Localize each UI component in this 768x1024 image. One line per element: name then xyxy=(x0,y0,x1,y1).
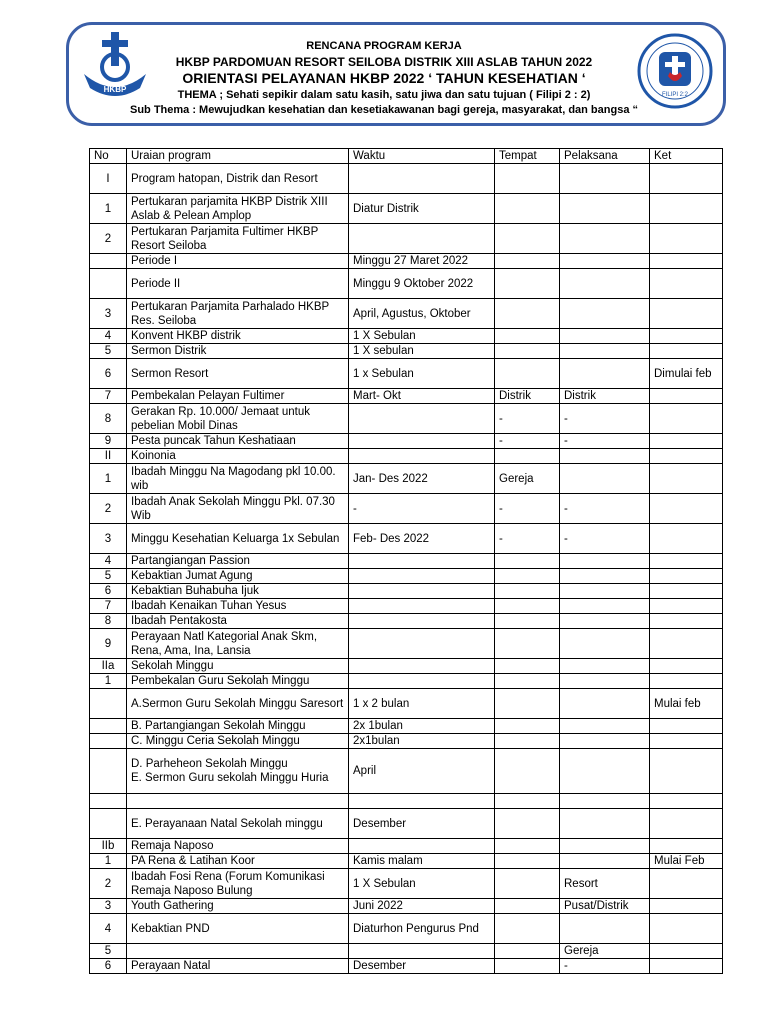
row-ket: Mulai feb xyxy=(650,689,723,719)
row-uraian: Ibadah Anak Sekolah Minggu Pkl. 07.30 Wib xyxy=(127,494,349,524)
row-no: 6 xyxy=(90,959,127,974)
row-pelaksana xyxy=(560,599,650,614)
table-row xyxy=(90,689,723,719)
row-ket xyxy=(650,899,723,914)
row-waktu xyxy=(349,674,495,689)
row-ket xyxy=(650,869,723,899)
row-waktu xyxy=(349,404,495,434)
row-ket xyxy=(650,269,723,299)
row-waktu: Desember xyxy=(349,809,495,839)
row-no: 3 xyxy=(90,524,127,554)
row-uraian: Sermon Resort xyxy=(127,359,349,389)
row-waktu: Minggu 27 Maret 2022 xyxy=(349,254,495,269)
row-no: I xyxy=(90,164,127,194)
table-row xyxy=(90,164,723,194)
row-waktu: 1 X Sebulan xyxy=(349,869,495,899)
row-ket xyxy=(650,404,723,434)
row-no xyxy=(90,809,127,839)
row-pelaksana xyxy=(560,584,650,599)
row-waktu: Feb- Des 2022 xyxy=(349,524,495,554)
row-uraian: Ibadah Kenaikan Tuhan Yesus xyxy=(127,599,349,614)
table-row xyxy=(90,869,723,899)
row-ket xyxy=(650,254,723,269)
row-ket: Mulai Feb xyxy=(650,854,723,869)
row-tempat: - xyxy=(495,434,560,449)
row-tempat xyxy=(495,224,560,254)
table-row xyxy=(90,344,723,359)
row-tempat xyxy=(495,194,560,224)
row-waktu: April, Agustus, Oktober xyxy=(349,299,495,329)
row-tempat xyxy=(495,599,560,614)
row-tempat xyxy=(495,944,560,959)
row-uraian: Periode II xyxy=(127,269,349,299)
row-tempat xyxy=(495,344,560,359)
col-header-tempat: Tempat xyxy=(495,149,560,164)
table-row xyxy=(90,329,723,344)
row-no: 3 xyxy=(90,899,127,914)
row-uraian: Pertukaran parjamita HKBP Distrik XIII Aslab & Pelean Amplop xyxy=(127,194,349,224)
row-pelaksana xyxy=(560,359,650,389)
row-no xyxy=(90,749,127,794)
table-row xyxy=(90,389,723,404)
row-no: IIa xyxy=(90,659,127,674)
row-ket xyxy=(650,164,723,194)
row-tempat xyxy=(495,854,560,869)
table-row xyxy=(90,464,723,494)
row-no: 9 xyxy=(90,629,127,659)
row-ket xyxy=(650,524,723,554)
table-row xyxy=(90,299,723,329)
row-waktu xyxy=(349,569,495,584)
row-pelaksana xyxy=(560,164,650,194)
row-tempat: - xyxy=(495,524,560,554)
row-tempat xyxy=(495,629,560,659)
row-pelaksana xyxy=(560,554,650,569)
row-ket xyxy=(650,554,723,569)
row-tempat xyxy=(495,329,560,344)
row-tempat: - xyxy=(495,404,560,434)
row-waktu xyxy=(349,659,495,674)
row-waktu: 2x1bulan xyxy=(349,734,495,749)
row-uraian: D. Parheheon Sekolah Minggu E. Sermon Guru sekolah Minggu Huria xyxy=(127,749,349,794)
logo-left-text: HKBP xyxy=(103,85,127,94)
table-row xyxy=(90,659,723,674)
program-table xyxy=(89,148,723,974)
row-tempat xyxy=(495,794,560,809)
table-row xyxy=(90,224,723,254)
row-ket xyxy=(650,749,723,794)
table-row xyxy=(90,959,723,974)
table-row xyxy=(90,524,723,554)
row-waktu xyxy=(349,839,495,854)
row-tempat xyxy=(495,689,560,719)
row-ket xyxy=(650,809,723,839)
row-no: 8 xyxy=(90,614,127,629)
row-ket xyxy=(650,944,723,959)
table-row xyxy=(90,719,723,734)
row-uraian: Pesta puncak Tahun Keshatiaan xyxy=(127,434,349,449)
row-pelaksana xyxy=(560,569,650,584)
row-uraian: Program hatopan, Distrik dan Resort xyxy=(127,164,349,194)
row-ket xyxy=(650,464,723,494)
row-tempat xyxy=(495,614,560,629)
row-no: 4 xyxy=(90,914,127,944)
row-pelaksana xyxy=(560,719,650,734)
row-ket xyxy=(650,389,723,404)
row-no: 9 xyxy=(90,434,127,449)
row-tempat xyxy=(495,734,560,749)
row-uraian: Ibadah Fosi Rena (Forum Komunikasi Remaja Naposo Bulung xyxy=(127,869,349,899)
row-waktu xyxy=(349,614,495,629)
col-header-waktu: Waktu xyxy=(349,149,495,164)
row-no xyxy=(90,689,127,719)
row-tempat xyxy=(495,719,560,734)
table-row xyxy=(90,794,723,809)
row-uraian: Ibadah Pentakosta xyxy=(127,614,349,629)
table-row xyxy=(90,749,723,794)
table-row xyxy=(90,914,723,944)
row-tempat xyxy=(495,449,560,464)
row-tempat xyxy=(495,164,560,194)
row-no: IIb xyxy=(90,839,127,854)
row-ket xyxy=(650,494,723,524)
row-ket xyxy=(650,329,723,344)
row-ket xyxy=(650,299,723,329)
row-ket xyxy=(650,224,723,254)
row-pelaksana xyxy=(560,689,650,719)
row-uraian: Perayaan Natl Kategorial Anak Skm, Rena, Ama, Ina, Lansia xyxy=(127,629,349,659)
row-waktu xyxy=(349,794,495,809)
table-row xyxy=(90,254,723,269)
row-no xyxy=(90,269,127,299)
row-no: 5 xyxy=(90,344,127,359)
row-waktu: Diaturhon Pengurus Pnd xyxy=(349,914,495,944)
table-row xyxy=(90,359,723,389)
row-no: 5 xyxy=(90,944,127,959)
row-tempat xyxy=(495,359,560,389)
row-waktu: 2x 1bulan xyxy=(349,719,495,734)
row-waktu: Diatur Distrik xyxy=(349,194,495,224)
row-pelaksana xyxy=(560,914,650,944)
table-row xyxy=(90,404,723,434)
row-uraian: PA Rena & Latihan Koor xyxy=(127,854,349,869)
row-no: 7 xyxy=(90,389,127,404)
row-ket xyxy=(650,839,723,854)
row-no xyxy=(90,734,127,749)
row-uraian: Gerakan Rp. 10.000/ Jemaat untuk pebelian Mobil Dinas xyxy=(127,404,349,434)
row-tempat xyxy=(495,809,560,839)
row-no: 6 xyxy=(90,584,127,599)
row-ket xyxy=(650,914,723,944)
row-pelaksana xyxy=(560,749,650,794)
row-no: 4 xyxy=(90,554,127,569)
row-pelaksana: - xyxy=(560,524,650,554)
row-tempat xyxy=(495,749,560,794)
row-tempat xyxy=(495,869,560,899)
table-row xyxy=(90,809,723,839)
row-tempat xyxy=(495,269,560,299)
table-header-row xyxy=(90,149,723,164)
church-title: HKBP PARDOMUAN RESORT SEILOBA DISTRIK XIII ASLAB TAHUN 2022 xyxy=(175,55,593,69)
row-pelaksana xyxy=(560,659,650,674)
row-waktu xyxy=(349,449,495,464)
row-no: II xyxy=(90,449,127,464)
table-row xyxy=(90,629,723,659)
row-uraian: Pembekalan Pelayan Fultimer xyxy=(127,389,349,404)
row-waktu: 1 X sebulan xyxy=(349,344,495,359)
row-tempat xyxy=(495,839,560,854)
row-no: 2 xyxy=(90,494,127,524)
row-waktu: - xyxy=(349,494,495,524)
row-no: 8 xyxy=(90,404,127,434)
row-waktu: Juni 2022 xyxy=(349,899,495,914)
table-row xyxy=(90,854,723,869)
col-header-pelaksana: Pelaksana xyxy=(560,149,650,164)
row-tempat: Distrik xyxy=(495,389,560,404)
row-tempat xyxy=(495,674,560,689)
row-pelaksana xyxy=(560,254,650,269)
row-pelaksana xyxy=(560,614,650,629)
row-pelaksana xyxy=(560,194,650,224)
row-ket xyxy=(650,344,723,359)
row-waktu: Minggu 9 Oktober 2022 xyxy=(349,269,495,299)
row-ket xyxy=(650,194,723,224)
col-header-uraian: Uraian program xyxy=(127,149,349,164)
row-no: 6 xyxy=(90,359,127,389)
row-tempat xyxy=(495,554,560,569)
table-row xyxy=(90,554,723,569)
row-uraian: Partangiangan Passion xyxy=(127,554,349,569)
col-header-ket: Ket xyxy=(650,149,723,164)
row-pelaksana: - xyxy=(560,434,650,449)
row-waktu xyxy=(349,599,495,614)
row-no xyxy=(90,794,127,809)
table-row xyxy=(90,614,723,629)
row-waktu: Desember xyxy=(349,959,495,974)
row-pelaksana xyxy=(560,464,650,494)
row-ket xyxy=(650,794,723,809)
theme-line: THEMA ; Sehati sepikir dalam satu kasih, satu jiwa dan satu tujuan ( Filipi 2 : 2) xyxy=(177,89,591,101)
table-row xyxy=(90,194,723,224)
row-ket xyxy=(650,449,723,464)
row-no: 5 xyxy=(90,569,127,584)
row-pelaksana xyxy=(560,629,650,659)
row-uraian: Minggu Kesehatian Keluarga 1x Sebulan xyxy=(127,524,349,554)
row-tempat xyxy=(495,959,560,974)
row-waktu: 1 x 2 bulan xyxy=(349,689,495,719)
orientation-title: ORIENTASI PELAYANAN HKBP 2022 ‘ TAHUN KESEHATIAN ‘ xyxy=(182,70,586,86)
table-row xyxy=(90,674,723,689)
row-no xyxy=(90,719,127,734)
table-row xyxy=(90,839,723,854)
row-pelaksana xyxy=(560,854,650,869)
row-no: 1 xyxy=(90,464,127,494)
table-row xyxy=(90,734,723,749)
row-uraian: Pertukaran Parjamita Parhalado HKBP Res. Seiloba xyxy=(127,299,349,329)
row-waktu: 1 X Sebulan xyxy=(349,329,495,344)
row-waktu: Mart- Okt xyxy=(349,389,495,404)
row-ket: Dimulai feb xyxy=(650,359,723,389)
row-uraian: Kebaktian Jumat Agung xyxy=(127,569,349,584)
row-waktu: 1 x Sebulan xyxy=(349,359,495,389)
row-no: 1 xyxy=(90,194,127,224)
row-tempat xyxy=(495,659,560,674)
row-no: 2 xyxy=(90,869,127,899)
row-pelaksana xyxy=(560,809,650,839)
row-ket xyxy=(650,674,723,689)
row-pelaksana xyxy=(560,224,650,254)
col-header-no: No xyxy=(90,149,127,164)
row-waktu xyxy=(349,629,495,659)
row-uraian xyxy=(127,944,349,959)
row-ket xyxy=(650,599,723,614)
row-uraian xyxy=(127,794,349,809)
row-pelaksana xyxy=(560,839,650,854)
row-tempat xyxy=(495,914,560,944)
row-pelaksana xyxy=(560,794,650,809)
row-pelaksana xyxy=(560,269,650,299)
row-uraian: E. Perayanaan Natal Sekolah minggu xyxy=(127,809,349,839)
row-ket xyxy=(650,719,723,734)
row-no: 2 xyxy=(90,224,127,254)
row-tempat xyxy=(495,254,560,269)
table-row xyxy=(90,584,723,599)
row-no: 1 xyxy=(90,674,127,689)
row-uraian: Pertukaran Parjamita Fultimer HKBP Resort Seiloba xyxy=(127,224,349,254)
row-ket xyxy=(650,584,723,599)
table-row xyxy=(90,599,723,614)
row-uraian: Sekolah Minggu xyxy=(127,659,349,674)
table-row xyxy=(90,269,723,299)
row-waktu xyxy=(349,554,495,569)
row-waktu: Kamis malam xyxy=(349,854,495,869)
row-waktu xyxy=(349,584,495,599)
logo-right-text: FILIPI 2:2 xyxy=(661,92,689,98)
row-pelaksana: Pusat/Distrik xyxy=(560,899,650,914)
row-tempat: - xyxy=(495,494,560,524)
row-uraian: Konvent HKBP distrik xyxy=(127,329,349,344)
row-waktu xyxy=(349,224,495,254)
row-pelaksana xyxy=(560,329,650,344)
row-uraian: Koinonia xyxy=(127,449,349,464)
row-waktu xyxy=(349,434,495,449)
row-ket xyxy=(650,434,723,449)
row-uraian: Sermon Distrik xyxy=(127,344,349,359)
row-no: 4 xyxy=(90,329,127,344)
row-pelaksana: - xyxy=(560,404,650,434)
row-pelaksana xyxy=(560,344,650,359)
row-waktu xyxy=(349,944,495,959)
row-waktu xyxy=(349,164,495,194)
row-tempat xyxy=(495,299,560,329)
row-pelaksana: Distrik xyxy=(560,389,650,404)
row-uraian: Kebaktian PND xyxy=(127,914,349,944)
row-pelaksana: Resort xyxy=(560,869,650,899)
row-tempat xyxy=(495,569,560,584)
row-no: 1 xyxy=(90,854,127,869)
table-row xyxy=(90,449,723,464)
row-uraian: Remaja Naposo xyxy=(127,839,349,854)
row-ket xyxy=(650,959,723,974)
row-uraian: Youth Gathering xyxy=(127,899,349,914)
row-uraian: C. Minggu Ceria Sekolah Minggu xyxy=(127,734,349,749)
table-row xyxy=(90,944,723,959)
row-uraian: B. Partangiangan Sekolah Minggu xyxy=(127,719,349,734)
row-no: 3 xyxy=(90,299,127,329)
row-uraian: Ibadah Minggu Na Magodang pkl 10.00. wib xyxy=(127,464,349,494)
row-uraian: Pembekalan Guru Sekolah Minggu xyxy=(127,674,349,689)
row-pelaksana: Gereja xyxy=(560,944,650,959)
row-waktu: April xyxy=(349,749,495,794)
row-pelaksana: - xyxy=(560,494,650,524)
row-pelaksana xyxy=(560,299,650,329)
table-row xyxy=(90,899,723,914)
table-row xyxy=(90,434,723,449)
doc-title: RENCANA PROGRAM KERJA xyxy=(306,40,462,52)
row-ket xyxy=(650,734,723,749)
row-no: 7 xyxy=(90,599,127,614)
row-uraian: Periode I xyxy=(127,254,349,269)
row-pelaksana xyxy=(560,734,650,749)
row-tempat: Gereja xyxy=(495,464,560,494)
sub-theme-line: Sub Thema : Mewujudkan kesehatian dan kesetiakawanan bagi gereja, masyarakat, dan bangsa “ xyxy=(129,104,638,116)
row-pelaksana xyxy=(560,449,650,464)
table-row xyxy=(90,569,723,584)
row-tempat xyxy=(495,899,560,914)
row-tempat xyxy=(495,584,560,599)
row-ket xyxy=(650,629,723,659)
row-waktu: Jan- Des 2022 xyxy=(349,464,495,494)
row-pelaksana: - xyxy=(560,959,650,974)
table-row xyxy=(90,494,723,524)
row-uraian: A.Sermon Guru Sekolah Minggu Saresort xyxy=(127,689,349,719)
row-ket xyxy=(650,569,723,584)
row-no xyxy=(90,254,127,269)
row-uraian: Perayaan Natal xyxy=(127,959,349,974)
row-ket xyxy=(650,659,723,674)
row-ket xyxy=(650,614,723,629)
row-pelaksana xyxy=(560,674,650,689)
row-uraian: Kebaktian Buhabuha Ijuk xyxy=(127,584,349,599)
